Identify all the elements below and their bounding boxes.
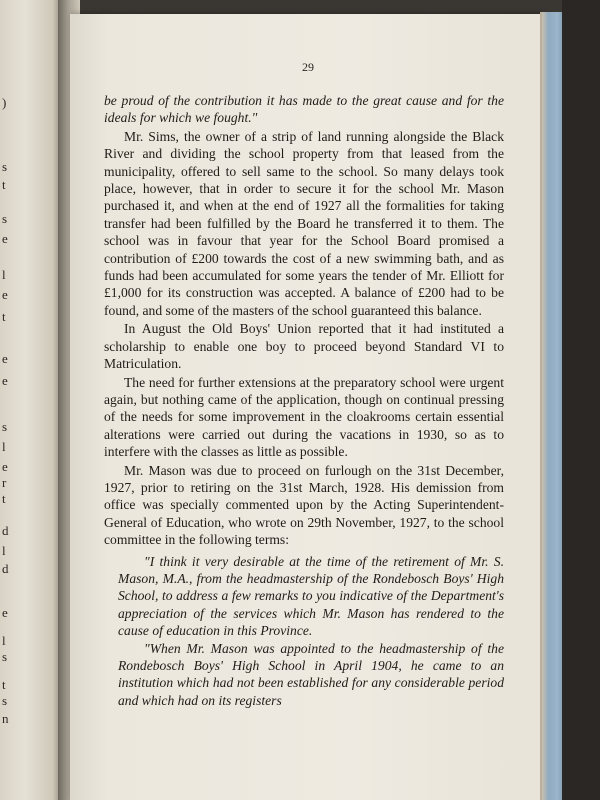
- left-page-fragment: t: [2, 309, 6, 324]
- quote-paragraph: "When Mr. Mason was appointed to the headmastership of the Rondebosch Boys' High School in April 1904, he came to an institution which had not been established for any considerable period and which had on its registers: [118, 640, 504, 708]
- left-page-fragment: t: [2, 177, 6, 192]
- block-quote: [104, 640, 504, 710]
- left-page-fragment: r: [2, 475, 7, 490]
- paragraph-continuation: be proud of the contribution it has made to the great cause and for the ideals for which we fought.": [104, 93, 504, 126]
- book-page: [70, 14, 546, 800]
- left-page-fragment: ): [2, 95, 7, 110]
- left-page-fragment: t: [2, 491, 6, 506]
- left-page-fragment: l: [2, 439, 6, 454]
- paragraph: The need for further extensions at the preparatory school were urgent again, but nothing came of the application, though on continual pressing of the needs for some improvement in the cloakrooms certain essential alterations were carried out during the vacations in 1930, so as to interfere with the classes as little as possible.: [104, 374, 504, 460]
- left-page-edge: [0, 0, 62, 800]
- page-number: 29: [302, 60, 314, 74]
- left-page-fragment: n: [2, 711, 9, 726]
- left-page-fragment: e: [2, 459, 8, 474]
- left-page-fragment: e: [2, 287, 8, 302]
- paragraph: In August the Old Boys' Union reported that it had instituted a scholarship to enable one boy to proceed beyond Standard VI to Matriculation.: [104, 321, 504, 372]
- left-page-fragment: l: [2, 633, 6, 648]
- paragraph: Mr. Mason was due to proceed on furlough on the 31st December, 1927, prior to retiring on the 31st March, 1928. His demission from office was specially commented upon by the Acting Superintendent-General of Education, who wrote on 29th November, 1927, to the school committee in the following terms:: [104, 462, 504, 548]
- left-page-fragment: l: [2, 543, 6, 558]
- left-page-fragment: s: [2, 693, 8, 708]
- left-page-fragment: e: [2, 231, 8, 246]
- left-page-fragment: s: [2, 649, 8, 664]
- left-page-fragment: e: [2, 373, 8, 388]
- block-quote: [104, 553, 504, 640]
- background-right: [562, 0, 600, 800]
- left-page-fragment: s: [2, 419, 8, 434]
- page-body: [104, 92, 504, 709]
- left-page-fragment: s: [2, 211, 8, 226]
- paragraph: Mr. Sims, the owner of a strip of land running alongside the Black River and dividing the school property from that leased from the municipality, offered to sell same to the school. So many delays took place, however, that in order to secure it for the school Mr. Mason purchased it, and when at the end of 1927 all the formalities for taking transfer had been fulfilled by the Board he transferred it to them. The school was in favour that year for the School Board promised a contribution of £200 towards the cost of a new swimming bath, and as funds had been accumulated for some years the tender of Mr. Elliott for £1,000 for its construction was accepted. A balance of £200 had to be found, and some of the masters of the school guaranteed this balance.: [104, 128, 504, 318]
- left-page-fragment: e: [2, 605, 8, 620]
- left-page-fragment: l: [2, 267, 6, 282]
- left-page-fragment: d: [2, 561, 9, 576]
- left-page-fragment: e: [2, 351, 8, 366]
- book-cover-edge: [540, 12, 564, 800]
- left-page-fragment: t: [2, 677, 6, 692]
- quote-paragraph: "I think it very desirable at the time of the retirement of Mr. S. Mason, M.A., from the headmastership of the Rondebosch Boys' High School, to address a few remarks to you indicative of the Department's appreciation of the services which Mr. Mason has rendered to the cause of education in this Province.: [118, 553, 504, 639]
- left-page-fragment: s: [2, 159, 8, 174]
- left-page-fragment: d: [2, 523, 9, 538]
